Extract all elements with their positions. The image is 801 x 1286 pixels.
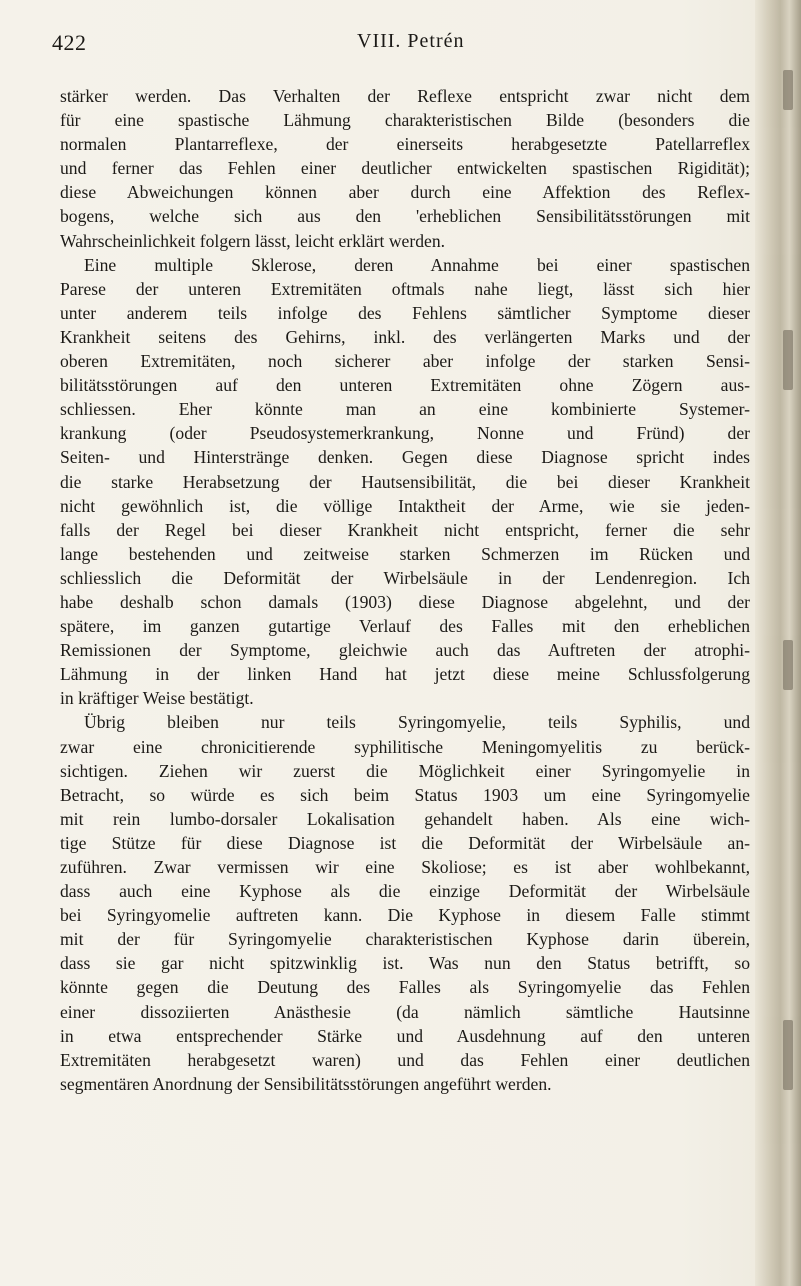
text-line: Extremitäten herabgesetzt waren) und das Fehlen einer deutlichen	[60, 1049, 750, 1070]
text-line: spätere, im ganzen gutartige Verlauf des Falles mit den erheblichen	[60, 616, 750, 637]
text-line: für eine spastische Lähmung charakteristischen Bilde (besonders die	[60, 110, 750, 131]
body-text	[60, 84, 750, 1096]
text-line: zwar eine chronicitierende syphilitische Meningomyelitis zu berück-	[60, 736, 750, 757]
text-line: Übrig bleiben nur teils Syringomyelie, teils Syphilis, und	[84, 712, 750, 733]
text-line: in etwa entsprechender Stärke und Ausdehnung auf den unteren	[60, 1025, 750, 1046]
text-line: mit der für Syringomyelie charakteristischen Kyphose darin überein,	[60, 929, 750, 950]
text-line: schliesslich die Deformität der Wirbelsäule in der Lendenregion. Ich	[60, 567, 750, 588]
text-line: bogens, welche sich aus den 'erheblichen Sensibilitätsstörungen mit	[60, 206, 750, 227]
text-line: in kräftiger Weise bestätigt.	[60, 688, 254, 709]
running-head: VIII. Petrén	[357, 30, 465, 52]
text-line: einer dissoziierten Anästhesie (da nämlich sämtliche Hautsinne	[60, 1001, 750, 1022]
text-line: diese Abweichungen können aber durch eine Affektion des Reflex-	[60, 182, 750, 203]
text-line: stärker werden. Das Verhalten der Reflexe entspricht zwar nicht dem	[60, 86, 750, 106]
text-line: falls der Regel bei dieser Krankheit nicht entspricht, ferner die sehr	[60, 519, 750, 540]
text-line: Remissionen der Symptome, gleichwie auch das Auftreten der atrophi-	[60, 640, 750, 661]
text-line: schliessen. Eher könnte man an eine kombinierte Systemer-	[60, 399, 750, 420]
binding-edge	[755, 0, 801, 1286]
page-number: 422	[52, 30, 87, 55]
text-line: oberen Extremitäten, noch sicherer aber infolge der starken Sensi-	[60, 351, 750, 372]
text-line: habe deshalb schon damals (1903) diese Diagnose abgelehnt, und der	[60, 591, 750, 612]
text-line: und ferner das Fehlen einer deutlicher entwickelten spastischen Rigidität);	[60, 158, 750, 179]
page-header	[52, 30, 752, 60]
binding-shadow	[783, 1020, 793, 1090]
text-line: dass auch eine Kyphose als die einzige Deformität der Wirbelsäule	[60, 881, 750, 902]
text-line: zuführen. Zwar vermissen wir eine Skoliose; es ist aber wohlbekannt,	[60, 857, 750, 877]
text-line: Wahrscheinlichkeit folgern lässt, leicht erklärt werden.	[60, 230, 446, 251]
text-line: die starke Herabsetzung der Hautsensibilität, die bei dieser Krankheit	[60, 471, 750, 492]
text-line: Betracht, so würde es sich beim Status 1903 um eine Syringomyelie	[60, 784, 750, 805]
text-line: könnte gegen die Deutung des Falles als Syringomyelie das Fehlen	[60, 977, 750, 998]
binding-shadow	[783, 640, 793, 690]
text-line: sichtigen. Ziehen wir zuerst die Möglichkeit einer Syringomyelie in	[60, 760, 750, 781]
text-line: bilitätsstörungen auf den unteren Extremitäten ohne Zögern aus-	[60, 375, 750, 396]
text-line: Krankheit seitens des Gehirns, inkl. des verlängerten Marks und der	[60, 326, 750, 347]
text-line: bei Syringyomelie auftreten kann. Die Kyphose in diesem Falle stimmt	[60, 905, 750, 926]
text-line: unter anderem teils infolge des Fehlens sämtlicher Symptome dieser	[60, 302, 750, 323]
text-line: dass sie gar nicht spitzwinklig ist. Was nun den Status betrifft, so	[60, 953, 750, 974]
binding-shadow	[783, 330, 793, 390]
text-line: segmentären Anordnung der Sensibilitätsstörungen angeführt werden.	[60, 1073, 552, 1094]
text-line: Parese der unteren Extremitäten oftmals nahe liegt, lässt sich hier	[60, 278, 750, 299]
text-line: Seiten- und Hinterstränge denken. Gegen diese Diagnose spricht indes	[60, 447, 750, 468]
text-line: normalen Plantarreflexe, der einerseits herabgesetzte Patellarreflex	[60, 134, 750, 155]
text-line: Eine multiple Sklerose, deren Annahme bei einer spastischen	[84, 254, 750, 275]
text-line: krankung (oder Pseudosystemerkrankung, Nonne und Fründ) der	[60, 423, 750, 444]
text-line: tige Stütze für diese Diagnose ist die Deformität der Wirbelsäule an-	[60, 832, 750, 853]
text-line: mit rein lumbo-dorsaler Lokalisation gehandelt haben. Als eine wich-	[60, 808, 750, 829]
binding-shadow	[783, 70, 793, 110]
text-line: lange bestehenden und zeitweise starken Schmerzen im Rücken und	[60, 543, 750, 564]
text-line: nicht gewöhnlich ist, die völlige Intaktheit der Arme, wie sie jeden-	[60, 495, 750, 516]
text-line: Lähmung in der linken Hand hat jetzt diese meine Schlussfolgerung	[60, 664, 750, 685]
